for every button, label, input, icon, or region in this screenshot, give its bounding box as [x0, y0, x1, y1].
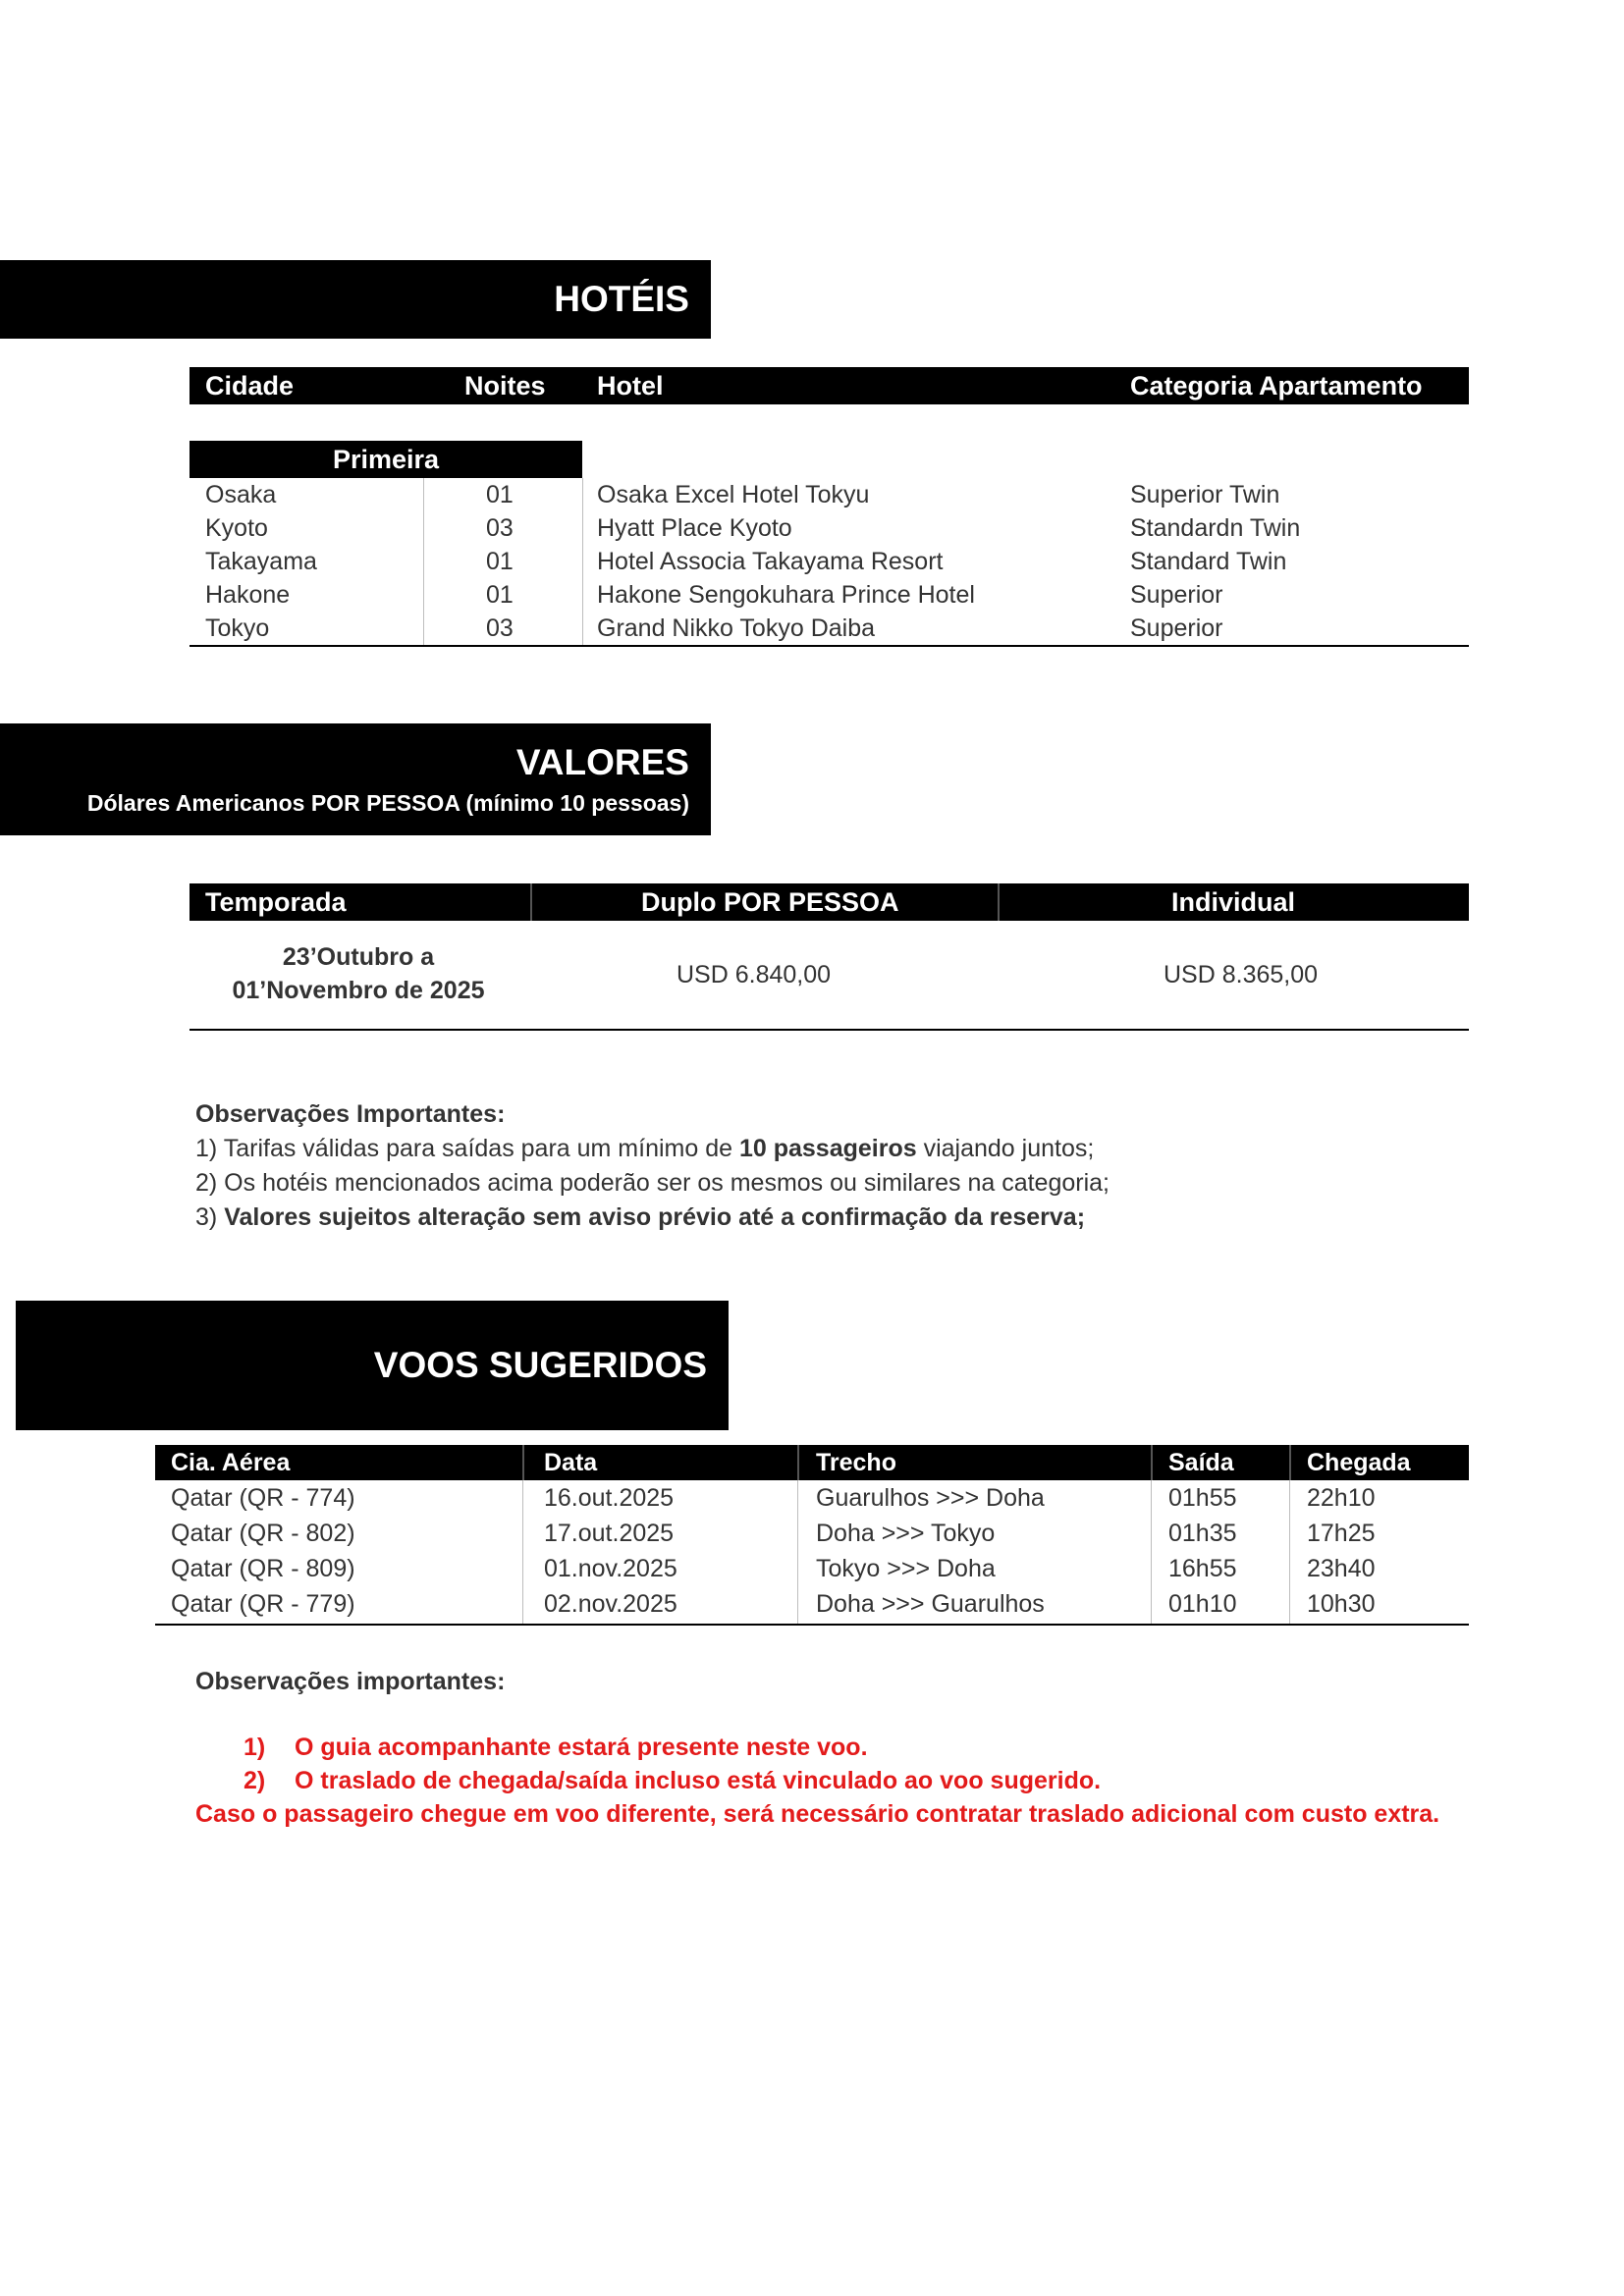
col-season: Temporada	[205, 887, 347, 917]
hotels-title: HOTÉIS	[554, 279, 689, 319]
cell-hotel: Grand Nikko Tokyo Daiba	[597, 614, 876, 642]
cell-date: 17.out.2025	[544, 1520, 675, 1547]
col-route: Trecho	[816, 1449, 896, 1476]
cell-category: Standardn Twin	[1130, 514, 1301, 542]
col-airline: Cia. Aérea	[171, 1449, 291, 1476]
col-arrival: Chegada	[1307, 1449, 1411, 1476]
cell-category: Superior	[1130, 614, 1223, 642]
col-category: Categoria Apartamento	[1130, 371, 1423, 400]
cell-city: Osaka	[205, 481, 277, 508]
table-row	[155, 1586, 1469, 1622]
table-row	[189, 612, 1469, 645]
cell-arrival: 17h25	[1307, 1520, 1376, 1547]
cell-hotel: Hotel Associa Takayama Resort	[597, 548, 944, 575]
notes-title: Observações Importantes:	[195, 1100, 506, 1128]
cell-city: Kyoto	[205, 514, 268, 542]
cell-route: Tokyo >>> Doha	[816, 1555, 996, 1582]
cell-airline: Qatar (QR - 802)	[171, 1520, 355, 1547]
values-banner	[0, 723, 711, 835]
table-row	[189, 545, 1469, 578]
col-double: Duplo POR PESSOA	[641, 887, 899, 917]
cell-airline: Qatar (QR - 809)	[171, 1555, 355, 1582]
hotels-table-header	[189, 367, 1469, 404]
cell-nights: 01	[486, 581, 514, 609]
flights-title: VOOS SUGERIDOS	[373, 1345, 707, 1385]
table-row	[155, 1551, 1469, 1586]
cell-date: 01.nov.2025	[544, 1555, 677, 1582]
col-single: Individual	[1171, 887, 1296, 917]
table-row	[189, 478, 1469, 511]
flight-notes-title: Observações importantes:	[195, 1668, 506, 1695]
cell-nights: 01	[486, 548, 514, 575]
flight-note-extra: Caso o passageiro chegue em voo diferente, será necessário contratar traslado adicional com custo extra.	[195, 1800, 1440, 1828]
values-table-header	[189, 883, 1469, 921]
hotels-group-label: Primeira	[189, 441, 582, 478]
cell-city: Hakone	[205, 581, 291, 609]
table-row	[155, 1480, 1469, 1516]
cell-departure: 01h35	[1168, 1520, 1237, 1547]
flights-table-header	[155, 1445, 1469, 1480]
values-subtitle: Dólares Americanos POR PESSOA (mínimo 10 pessoas)	[86, 790, 689, 816]
cell-departure: 16h55	[1168, 1555, 1237, 1582]
cell-route: Guarulhos >>> Doha	[816, 1484, 1045, 1512]
cell-route: Doha >>> Guarulhos	[816, 1590, 1045, 1618]
cell-date: 16.out.2025	[544, 1484, 675, 1512]
cell-nights: 03	[486, 614, 514, 642]
flights-banner	[16, 1301, 729, 1430]
note-3: 3) Valores sujeitos alteração sem aviso prévio até a confirmação da reserva;	[195, 1203, 1086, 1231]
double-price: USD 6.840,00	[677, 961, 832, 988]
table-row	[155, 1516, 1469, 1551]
hotels-table-body	[189, 478, 1469, 647]
cell-category: Superior	[1130, 581, 1223, 609]
values-title: VALORES	[515, 742, 689, 782]
flights-table-body	[155, 1480, 1469, 1626]
cell-city: Tokyo	[205, 614, 270, 642]
cell-nights: 03	[486, 514, 514, 542]
values-table-body	[189, 921, 1469, 1031]
flight-note-2: 2) O traslado de chegada/saída incluso está vinculado ao voo sugerido.	[244, 1767, 1102, 1794]
cell-arrival: 10h30	[1307, 1590, 1376, 1618]
cell-departure: 01h10	[1168, 1590, 1237, 1618]
col-hotel: Hotel	[597, 371, 664, 400]
cell-city: Takayama	[205, 548, 317, 575]
cell-hotel: Hakone Sengokuhara Prince Hotel	[597, 581, 975, 609]
cell-airline: Qatar (QR - 774)	[171, 1484, 355, 1512]
col-departure: Saída	[1168, 1449, 1234, 1476]
flight-note-1: 1) O guia acompanhante estará presente neste voo.	[244, 1734, 868, 1761]
col-nights: Noites	[464, 371, 546, 400]
col-date: Data	[544, 1449, 598, 1476]
col-city: Cidade	[205, 371, 295, 400]
cell-airline: Qatar (QR - 779)	[171, 1590, 355, 1618]
season-range: 23’Outubro a 01’Novembro de 2025	[232, 943, 485, 1004]
table-row	[189, 511, 1469, 545]
cell-arrival: 23h40	[1307, 1555, 1376, 1582]
cell-date: 02.nov.2025	[544, 1590, 677, 1618]
note-2: 2) Os hotéis mencionados acima poderão ser os mesmos ou similares na categoria;	[195, 1169, 1110, 1197]
note-1: 1) Tarifas válidas para saídas para um mínimo de 10 passageiros viajando juntos;	[195, 1135, 1095, 1162]
cell-departure: 01h55	[1168, 1484, 1237, 1512]
cell-category: Superior Twin	[1130, 481, 1280, 508]
cell-category: Standard Twin	[1130, 548, 1287, 575]
table-row	[189, 578, 1469, 612]
cell-nights: 01	[486, 481, 514, 508]
cell-route: Doha >>> Tokyo	[816, 1520, 996, 1547]
single-price: USD 8.365,00	[1164, 961, 1319, 988]
cell-hotel: Hyatt Place Kyoto	[597, 514, 792, 542]
cell-arrival: 22h10	[1307, 1484, 1376, 1512]
hotels-banner	[0, 260, 711, 339]
important-notes	[195, 1097, 1472, 1235]
cell-hotel: Osaka Excel Hotel Tokyu	[597, 481, 870, 508]
